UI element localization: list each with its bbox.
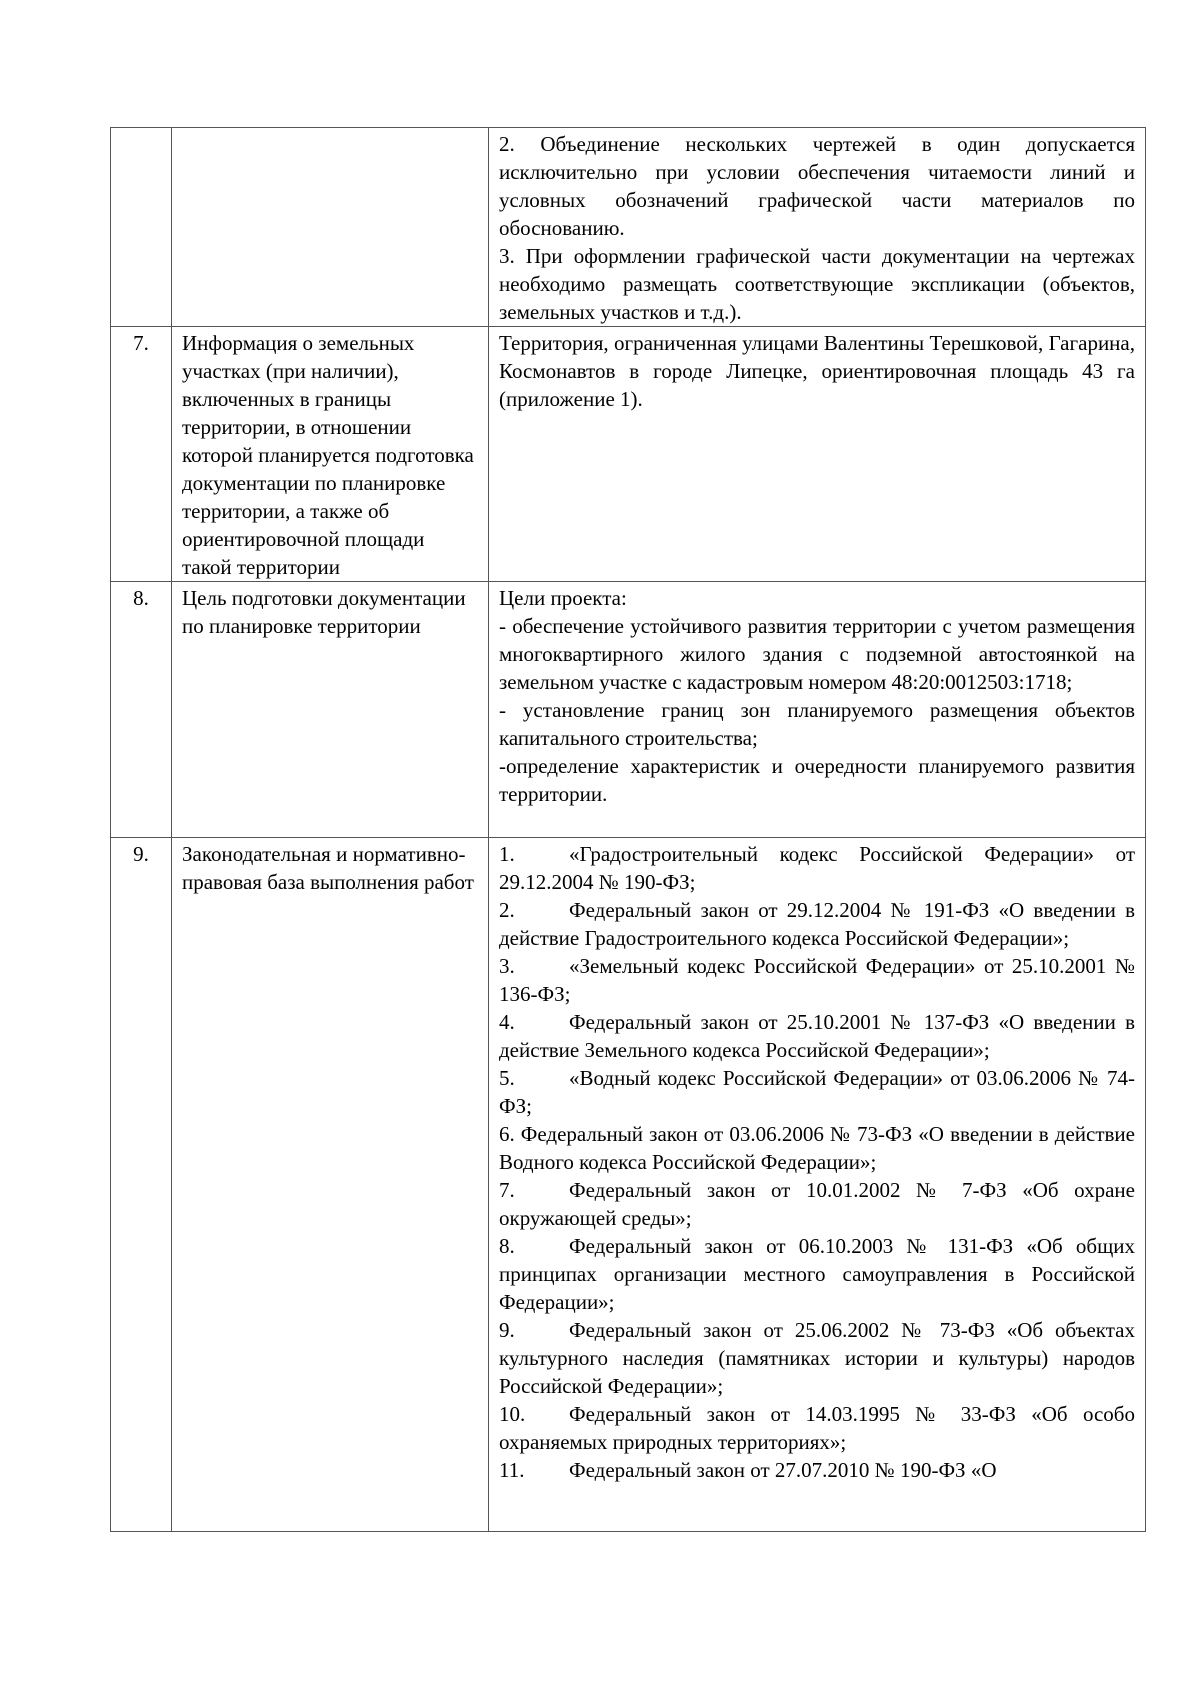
list-item-text: «Градостроительный кодекс Российской Федерации» от 29.12.2004 № 190-ФЗ; <box>499 842 1135 894</box>
list-item <box>499 952 1135 1008</box>
table-row <box>111 327 1146 582</box>
list-item-text: «Земельный кодекс Российской Федерации» от 25.10.2001 № 136-ФЗ; <box>499 954 1135 1006</box>
list-item-number: 7. <box>499 1178 515 1202</box>
list-item-number: 2. <box>499 898 515 922</box>
list-item <box>499 1456 1135 1484</box>
row-label: Цель подготовки документации по планировке территории <box>172 582 489 838</box>
paragraph: 2. Объединение нескольких чертежей в один допускается исключительно при условии обеспечения читаемости линий и условных обозначений графической части материалов по обоснованию. <box>499 132 1135 240</box>
table-row <box>111 128 1146 327</box>
row-value <box>489 838 1146 1532</box>
list-item-number: 8. <box>499 1234 515 1258</box>
paragraph: - установление границ зон планируемого размещения объектов капитального строительства; <box>499 698 1135 750</box>
list-item <box>499 1400 1135 1456</box>
list-item-number: 9. <box>499 1318 515 1342</box>
table-row <box>111 582 1146 838</box>
row-number: 9. <box>111 838 172 1532</box>
paragraph: 3. При оформлении графической части документации на чертежах необходимо размещать соответствующие экспликации (объектов, земельных участков и т.д.). <box>499 244 1135 324</box>
paragraph: -определение характеристик и очередности планируемого развития территории. <box>499 754 1135 806</box>
list-item <box>499 1008 1135 1064</box>
list-item-text: Федеральный закон от 03.06.2006 № 73-ФЗ «О введении в действие Водного кодекса Российской Федерации»; <box>499 1122 1135 1174</box>
row-label: Законодательная и нормативно-правовая база выполнения работ <box>172 838 489 1532</box>
row-number: 7. <box>111 327 172 582</box>
list-item-text: «Водный кодекс Российской Федерации» от 03.06.2006 № 74-ФЗ; <box>499 1066 1135 1118</box>
list-item-number: 4. <box>499 1010 515 1034</box>
list-item-text: Федеральный закон от 27.07.2010 № 190-ФЗ «О <box>569 1458 997 1482</box>
list-item-number: 11. <box>499 1458 525 1482</box>
list-item-text: Федеральный закон от 25.06.2002 № 73-ФЗ «Об объектах культурного наследия (памятниках истории и культуры) народов Российской Федерации»; <box>499 1318 1135 1398</box>
row-value <box>489 327 1146 582</box>
list-item-text: Федеральный закон от 29.12.2004 № 191-ФЗ «О введении в действие Градостроительного кодекса Российской Федерации»; <box>499 898 1135 950</box>
paragraph: - обеспечение устойчивого развития территории с учетом размещения многоквартирного жилого здания с подземной автостоянкой на земельном участке с кадастровым номером 48:20:0012503:1718; <box>499 614 1135 694</box>
list-item-number: 10. <box>499 1402 526 1426</box>
paragraph: Цели проекта: <box>499 586 627 610</box>
list-item-number: 3. <box>499 954 515 978</box>
list-item-text: Федеральный закон от 10.01.2002 № 7-ФЗ «Об охране окружающей среды»; <box>499 1178 1135 1230</box>
list-item <box>499 1064 1135 1120</box>
list-item <box>499 896 1135 952</box>
requirements-table <box>110 127 1146 1532</box>
list-item-number: 1. <box>499 842 515 866</box>
list-item <box>499 1232 1135 1316</box>
list-item-number: 5. <box>499 1066 515 1090</box>
row-value <box>489 582 1146 838</box>
list-item <box>499 840 1135 896</box>
list-item <box>499 1120 1135 1176</box>
list-item-text: Федеральный закон от 25.10.2001 № 137-ФЗ «О введении в действие Земельного кодекса Российской Федерации»; <box>499 1010 1135 1062</box>
list-item <box>499 1316 1135 1400</box>
list-item-number: 6. <box>499 1122 515 1146</box>
paragraph: Территория, ограниченная улицами Валентины Терешковой, Гагарина, Космонавтов в городе Липецке, ориентировочная площадь 43 га (приложение 1). <box>499 331 1135 411</box>
list-item <box>499 1176 1135 1232</box>
list-item-text: Федеральный закон от 06.10.2003 № 131-ФЗ «Об общих принципах организации местного самоуправления в Российской Федерации»; <box>499 1234 1135 1314</box>
row-number <box>111 128 172 327</box>
row-value <box>489 128 1146 327</box>
row-number: 8. <box>111 582 172 838</box>
row-label: Информация о земельных участках (при наличии), включенных в границы территории, в отношении которой планируется подготовка документации по планировке территории, а также об ориентировочной площади такой территории <box>172 327 489 582</box>
list-item-text: Федеральный закон от 14.03.1995 № 33-ФЗ «Об особо охраняемых природных территориях»; <box>499 1402 1135 1454</box>
table-row <box>111 838 1146 1532</box>
row-label <box>172 128 489 327</box>
